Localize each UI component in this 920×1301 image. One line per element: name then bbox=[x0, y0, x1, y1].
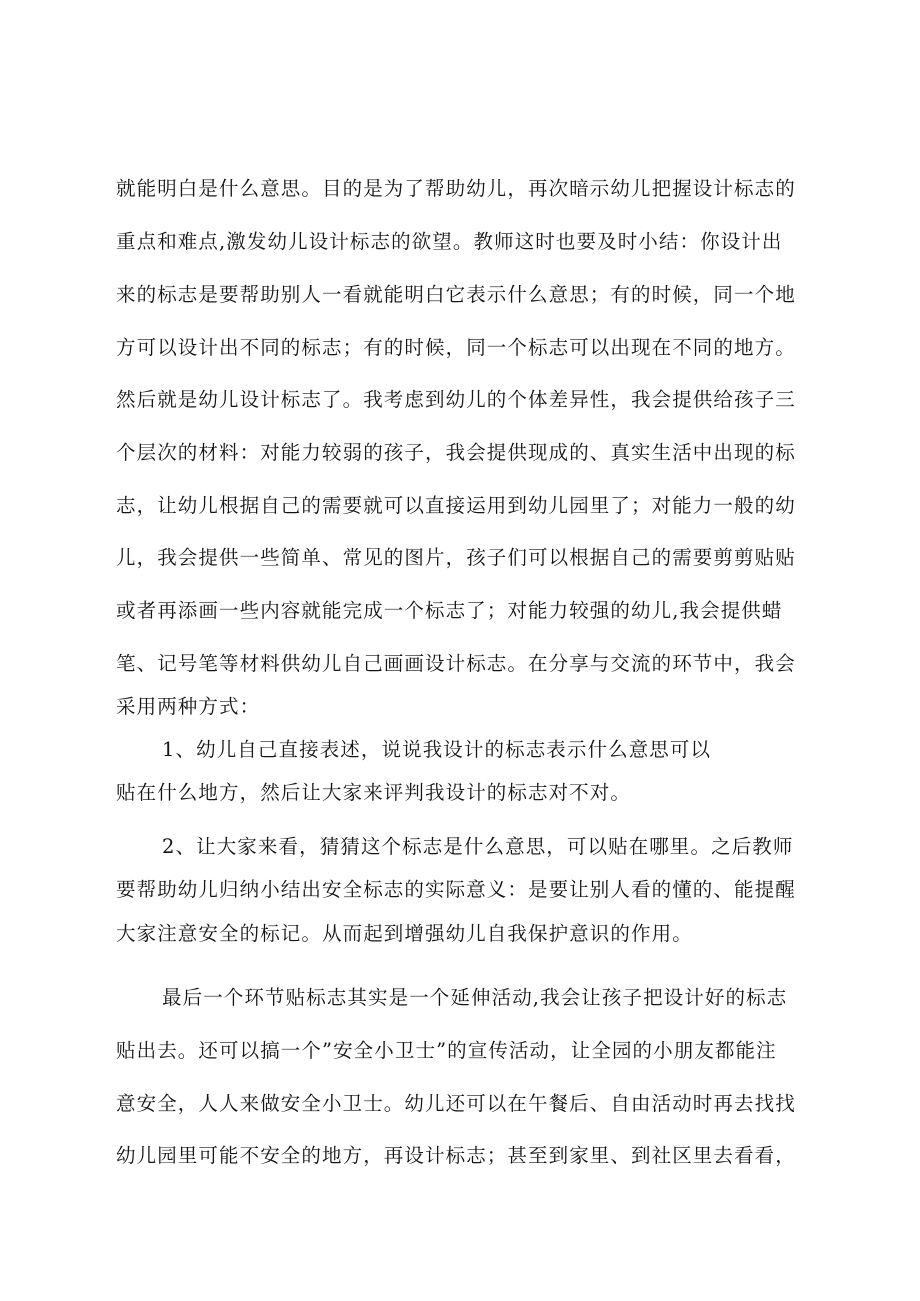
text-line: 幼儿园里可能不安全的地方，再设计标志；甚至到家里、到社区里去看看， bbox=[116, 1144, 796, 1167]
text-line: 重点和难点,激发幼儿设计标志的欲望。教师这时也要及时小结：你设计出 bbox=[116, 230, 783, 253]
paragraph-start: 最后一个环节贴标志其实是一个延伸活动,我会让孩子把设计好的标志 bbox=[162, 986, 788, 1009]
text-line: 或者再添画一些内容就能完成一个标志了；对能力较强的幼儿,我会提供蜡 bbox=[116, 599, 783, 622]
text-line: 采用两种方式： bbox=[116, 695, 261, 718]
text-line: 儿，我会提供一些简单、常见的图片，孩子们可以根据自己的需要剪剪贴贴 bbox=[116, 546, 796, 569]
text-line: 要帮助幼儿归纳小结出安全标志的实际意义：是要让别人看的懂的、能提醒 bbox=[116, 878, 796, 901]
numbered-item-2: 2、让大家来看，猜猜这个标志是什么意思，可以贴在哪里。之后教师 bbox=[162, 835, 794, 858]
text-line: 然后就是幼儿设计标志了。我考虑到幼儿的个体差异性，我会提供给孩子三 bbox=[116, 388, 796, 411]
text-line: 方可以设计出不同的标志；有的时候，同一个标志可以出现在不同的地方。 bbox=[116, 336, 796, 359]
text-line: 贴在什么地方，然后让大家来评判我设计的标志对不对。 bbox=[116, 781, 632, 804]
text-line: 就能明白是什么意思。目的是为了帮助幼儿，再次暗示幼儿把握设计标志的 bbox=[116, 177, 796, 200]
text-line: 意安全，人人来做安全小卫士。幼儿还可以在午餐后、自由活动时再去找找 bbox=[116, 1092, 796, 1115]
text-line: 大家注意安全的标记。从而起到增强幼儿自我保护意识的作用。 bbox=[116, 922, 693, 945]
text-line: 来的标志是要帮助别人一看就能明白它表示什么意思；有的时候，同一个地 bbox=[116, 283, 796, 306]
text-line: 志，让幼儿根据自己的需要就可以直接运用到幼儿园里了；对能力一般的幼 bbox=[116, 494, 796, 517]
text-line: 贴出去。还可以搞一个”安全小卫士”的宣传活动，让全园的小朋友都能注 bbox=[116, 1039, 777, 1062]
text-line: 个层次的材料：对能力较弱的孩子，我会提供现成的、真实生活中出现的标 bbox=[116, 441, 796, 464]
text-line: 笔、记号笔等材料供幼儿自己画画设计标志。在分享与交流的环节中，我会 bbox=[116, 652, 796, 675]
numbered-item-1: 1、幼儿自己直接表述，说说我设计的标志表示什么意思可以 bbox=[162, 738, 712, 761]
